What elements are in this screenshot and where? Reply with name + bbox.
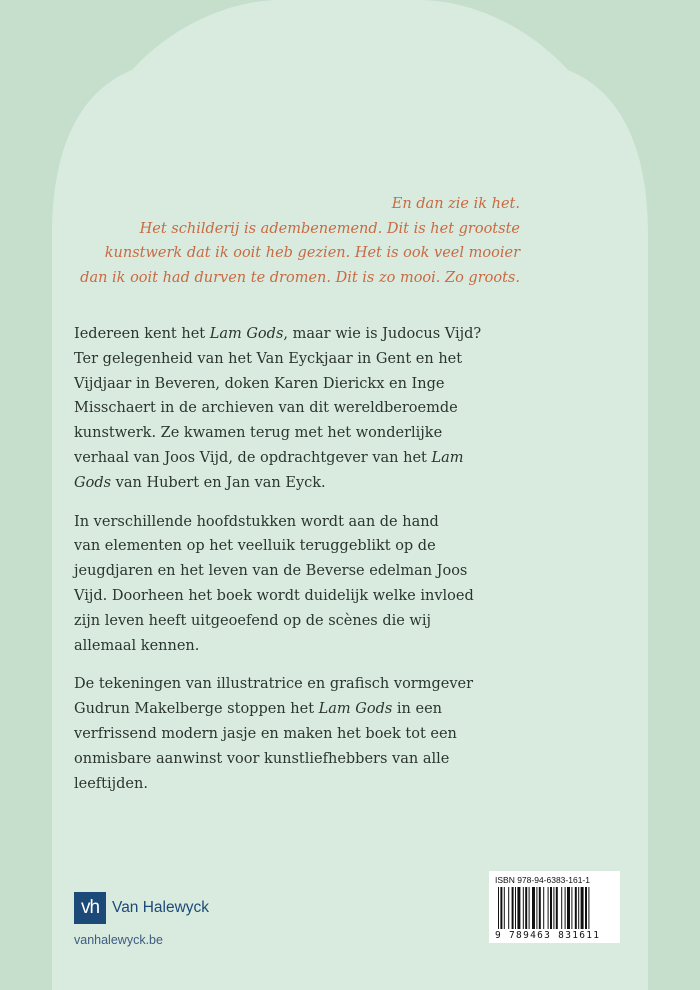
quote-block <box>60 192 520 290</box>
publisher-brand <box>74 892 209 924</box>
text-line <box>74 697 464 722</box>
text-line <box>74 471 464 496</box>
barcode-bar <box>504 887 505 929</box>
barcode-bar <box>553 887 554 929</box>
barcode-bar <box>571 887 572 929</box>
barcode-bar <box>575 887 577 929</box>
text-line: leeftijden. <box>74 775 148 792</box>
text-line <box>74 322 482 347</box>
text-run: Iedereen kent het <box>74 326 210 342</box>
description-paragraph-1 <box>74 322 482 496</box>
barcode-bar <box>578 887 579 929</box>
text-line: Ter gelegenheid van het Van Eyckjaar in Gent en het <box>74 350 463 367</box>
publisher-logo: vh <box>74 892 106 924</box>
description-paragraph-3 <box>74 672 474 796</box>
text-line: onmisbare aanwinst voor kunstliefhebbers van alle <box>74 750 450 767</box>
quote-line: dan ik ooit had durven te dromen. Dit is zo mooi. Zo groots. <box>80 269 520 286</box>
barcode-bar <box>565 887 566 929</box>
barcode-bar <box>561 887 562 929</box>
barcode-bar <box>529 887 530 929</box>
isbn-label: ISBN 978-94-6383-161-1 <box>495 875 590 885</box>
text-line: kunstwerk. Ze kwamen terug met het wonderlijke <box>74 425 443 442</box>
italic-title: Lam <box>431 449 464 466</box>
quote-line: Het schilderij is adembenemend. Dit is het grootste <box>139 220 520 237</box>
barcode-bar <box>588 887 589 929</box>
barcode-bar <box>585 887 587 929</box>
quote-line: kunstwerk dat ik ooit heb gezien. Het is ook veel mooier <box>104 245 520 261</box>
text-line: zijn leven heeft uitgeoefend op de scènes die wij <box>74 612 431 629</box>
text-line: Misschaert in de archieven van dit wereldberoemde <box>74 400 458 417</box>
barcode-bar <box>581 887 584 929</box>
text-line: allemaal kennen. <box>74 637 200 654</box>
italic-title: Gods <box>74 474 112 491</box>
italic-title: Lam Gods <box>318 701 393 718</box>
publisher-name: Van Halewyck <box>112 899 210 916</box>
text-run: , maar wie is Judocus Vijd? <box>283 326 482 342</box>
barcode-bar <box>512 887 514 929</box>
publisher-website: vanhalewyck.be <box>74 933 163 947</box>
text-run: Gudrun Makelberge stoppen het <box>74 701 319 718</box>
barcode-bar <box>556 887 558 929</box>
italic-title: Lam Gods <box>209 326 284 342</box>
text-line: van elementen op het veelluik teruggeblikt op de <box>74 538 436 555</box>
barcode-bar <box>508 887 509 929</box>
barcode-bar <box>543 887 544 929</box>
text-line: Vijdjaar in Beveren, doken Karen Dierickx en Inge <box>74 375 445 392</box>
barcode-digits: 9 789463 831611 <box>495 930 601 941</box>
isbn-barcode <box>489 871 620 943</box>
barcode-bar <box>539 887 541 929</box>
barcode-bar <box>532 887 535 929</box>
barcode-bar <box>536 887 537 929</box>
barcode-bar <box>517 887 520 929</box>
quote-line: En dan zie ik het. <box>391 196 520 212</box>
barcode-bar <box>500 887 502 929</box>
text-run: verhaal van Joos Vijd, de opdrachtgever van het <box>74 449 432 466</box>
barcode-bar <box>525 887 527 929</box>
book-description <box>74 322 482 810</box>
barcode-bar <box>567 887 570 929</box>
text-line: Vijd. Doorheen het boek wordt duidelijk welke invloed <box>74 587 474 604</box>
text-line: De tekeningen van illustratrice en grafisch vormgever <box>74 676 474 693</box>
barcode-bar <box>498 887 499 929</box>
text-line: In verschillende hoofdstukken wordt aan de hand <box>74 513 439 530</box>
barcode-bar <box>550 887 552 929</box>
text-run: van Hubert en Jan van Eyck. <box>111 474 326 491</box>
text-line: jeugdjaren en het leven van de Beverse edelman Joos <box>74 563 468 580</box>
barcode-bar <box>515 887 516 929</box>
text-line <box>74 446 464 471</box>
text-line: verfrissend modern jasje en maken het boek tot een <box>74 725 457 742</box>
barcode-bar <box>548 887 549 929</box>
description-paragraph-2 <box>74 510 474 659</box>
text-run: in een <box>392 701 443 718</box>
barcode-bar <box>523 887 524 929</box>
